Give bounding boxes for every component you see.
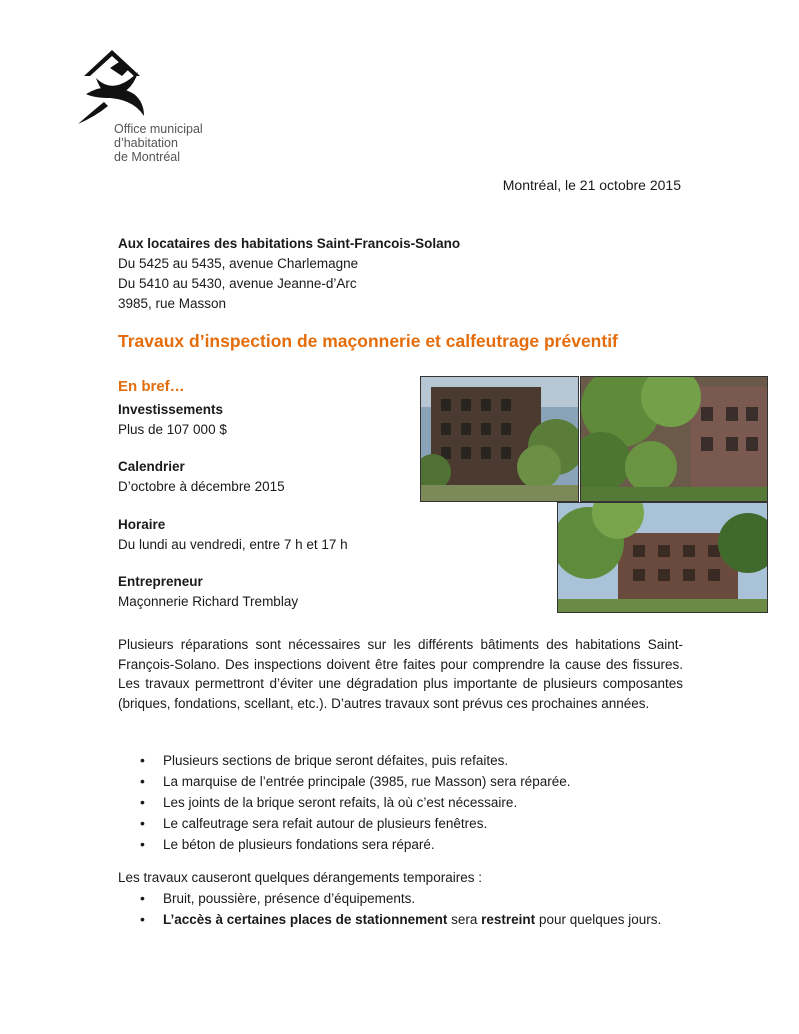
recipient-block xyxy=(118,234,460,314)
connector-text: sera xyxy=(447,912,482,927)
body-paragraph: Plusieurs réparations sont nécessaires sur les différents bâtiments des habitations Saint-François-Solano. Des inspections doivent être faites pour comprendre la cause des fissures. Les travaux permettront d’éviter une dégradation plus importante de plusieurs composantes (briques, fondations, scellant, etc.). D’autres travaux sont prévus ces prochaines années. xyxy=(118,637,683,711)
list-item: • Bruit, poussière, présence d’équipements. xyxy=(140,888,661,909)
list-item xyxy=(140,909,661,930)
list-item: • Le béton de plusieurs fondations sera réparé. xyxy=(140,834,570,855)
duration-text: pour quelques jours. xyxy=(535,912,662,927)
summary-heading: En bref… xyxy=(118,378,185,395)
work-items-list xyxy=(140,750,570,855)
summary-value: D’octobre à décembre 2015 xyxy=(118,479,285,494)
list-item: • La marquise de l’entrée principale (3985, rue Masson) sera réparée. xyxy=(140,771,570,792)
summary-value: Plus de 107 000 $ xyxy=(118,422,227,437)
summary-item xyxy=(118,515,348,555)
disturbances-intro: Les travaux causeront quelques dérangements temporaires : xyxy=(118,870,482,885)
list-item: • Plusieurs sections de brique seront défaites, puis refaites. xyxy=(140,750,570,771)
org-name-line-2: d’habitation xyxy=(114,136,178,150)
recipient-line: Du 5410 au 5430, avenue Jeanne-d’Arc xyxy=(118,276,357,291)
building-photo-2 xyxy=(580,376,768,502)
org-name-line-3: de Montréal xyxy=(114,150,181,164)
list-item: • Les joints de la brique seront refaits, là où c’est nécessaire. xyxy=(140,792,570,813)
summary-label: Investissements xyxy=(118,402,224,417)
summary-item xyxy=(118,457,285,497)
omhm-logo-icon xyxy=(74,46,154,128)
recipient-line: 3985, rue Masson xyxy=(118,296,227,311)
letter-date: Montréal, le 21 octobre 2015 xyxy=(502,177,681,193)
parking-access-text: L’accès à certaines places de stationnement xyxy=(163,912,448,927)
summary-item xyxy=(118,572,298,612)
building-photo-1 xyxy=(420,376,579,502)
summary-item xyxy=(118,400,227,440)
summary-label: Entrepreneur xyxy=(118,574,203,589)
recipient-heading: Aux locataires des habitations Saint-Francois-Solano xyxy=(118,236,461,251)
summary-value: Maçonnerie Richard Tremblay xyxy=(118,594,299,609)
summary-label: Horaire xyxy=(118,517,166,532)
building-photo-3 xyxy=(557,502,768,613)
restricted-text: restreint xyxy=(481,912,536,927)
org-name-line-1: Office municipal xyxy=(114,122,203,136)
summary-value: Du lundi au vendredi, entre 7 h et 17 h xyxy=(118,537,348,552)
disturbances-list xyxy=(140,888,661,930)
summary-label: Calendrier xyxy=(118,459,185,474)
recipient-line: Du 5425 au 5435, avenue Charlemagne xyxy=(118,256,359,271)
omhm-logo xyxy=(74,46,224,166)
page-title: Travaux d’inspection de maçonnerie et calfeutrage préventif xyxy=(118,331,618,351)
list-item: • Le calfeutrage sera refait autour de plusieurs fenêtres. xyxy=(140,813,570,834)
